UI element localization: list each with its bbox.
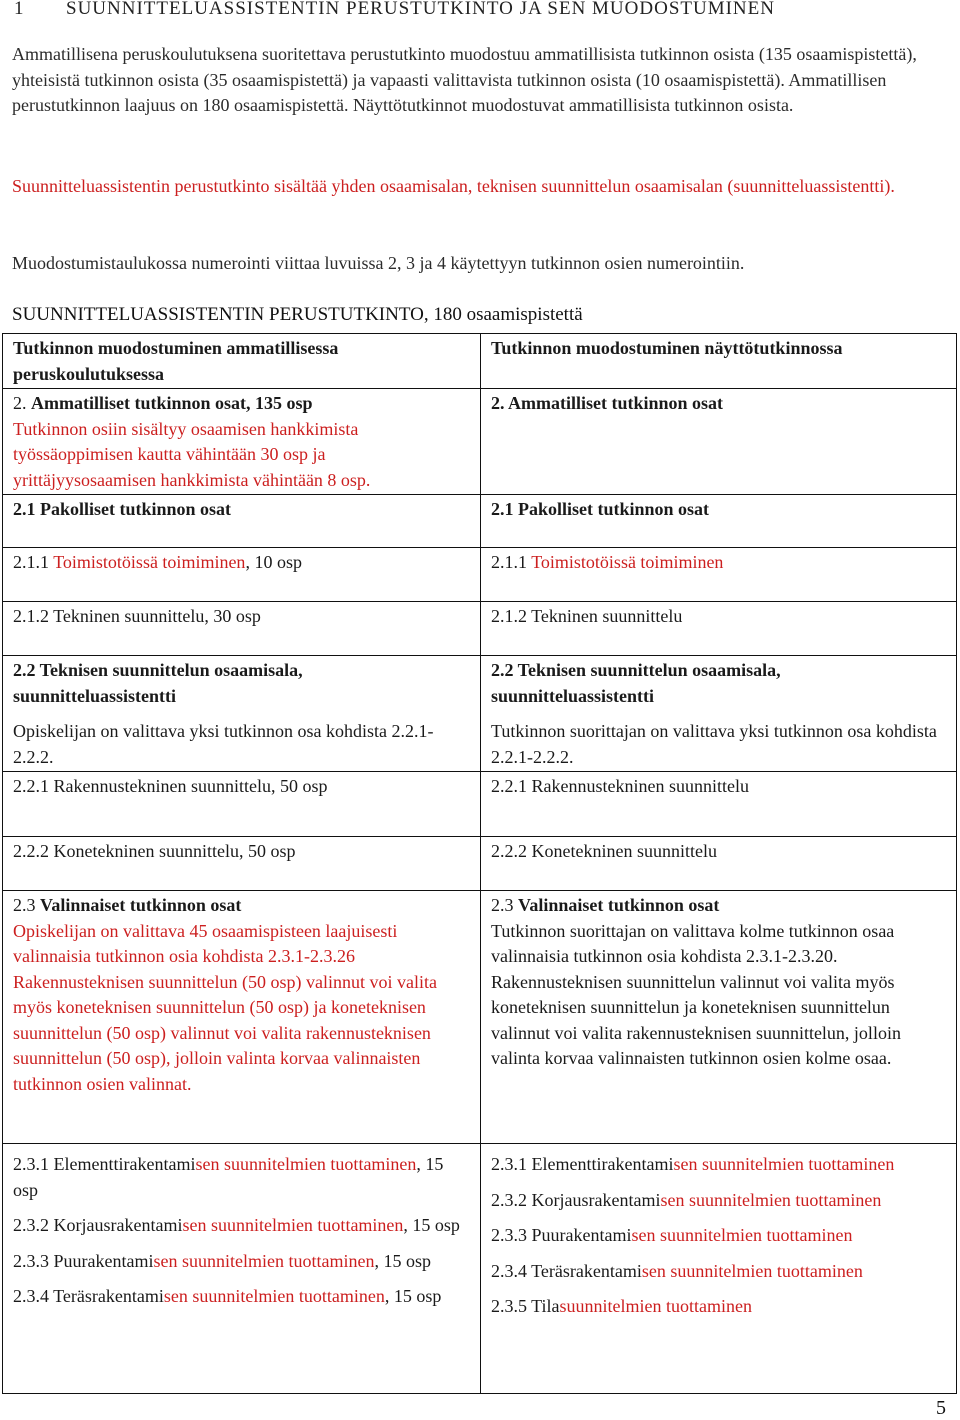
table-title: SUUNNITTELUASSISTENTIN PERUSTUTKINTO, 180 osaamispistettä (12, 304, 583, 325)
row-212-right-cell: 2.1.2 Tekninen suunnittelu (481, 602, 957, 656)
row-222-left-cell: 2.2.2 Konetekninen suunnittelu, 50 osp (3, 837, 481, 891)
row-211-left-cell (3, 548, 481, 602)
table-row (3, 548, 957, 602)
row-23-left-title: Valinnaiset tutkinnon osat (40, 895, 242, 915)
row-211-left-number: 2.1.1 (13, 552, 49, 572)
optional-left-item-number: 2.3.1 Elementtirakentami (13, 1154, 196, 1174)
optional-left-item-name: sen suunnitelmien tuottaminen (163, 1286, 385, 1306)
intro-paragraph-2: Suunnitteluassistentin perustutkinto sisältää yhden osaamisalan, teknisen suunnittelun osaamisalan (suunnitteluassistentti). (12, 176, 895, 196)
row-211-left-osp: , 10 osp (245, 552, 302, 572)
qualification-structure-table (2, 333, 957, 1394)
optional-right-cell (481, 1144, 957, 1394)
row-22-right-note: Tutkinnon suorittajan on valittava yksi tutkinnon osa kohdista 2.2.1-2.2.2. (491, 721, 937, 767)
intro-paragraph-3: Muodostumistaulukossa numerointi viittaa luvuissa 2, 3 ja 4 käytettyyn tutkinnon osien numerointiin. (12, 253, 745, 273)
ammatilliset-title: Ammatilliset tutkinnon osat, 135 osp (31, 393, 313, 413)
optional-right-item-number: 2.3.4 Teräsrakentami (491, 1260, 642, 1281)
optional-left-item-name: sen suunnitelmien tuottaminen (195, 1154, 417, 1174)
pakolliset-right-cell: 2.1 Pakolliset tutkinnon osat (481, 495, 957, 548)
row-22-left-cell (3, 656, 481, 772)
optional-right-item-number: 2.3.5 Tila (491, 1296, 560, 1316)
row-221-left-cell: 2.2.1 Rakennustekninen suunnittelu, 50 osp (3, 772, 481, 837)
row-22-left-title: 2.2 Teknisen suunnittelun osaamisala, suunnitteluassistentti (13, 660, 303, 706)
chapter-heading (0, 0, 960, 22)
optional-right-item (491, 1178, 946, 1214)
row-212-left-cell: 2.1.2 Tekninen suunnittelu, 30 osp (3, 602, 481, 656)
optional-left-cell (3, 1144, 481, 1394)
optional-left-item-name: sen suunnitelmien tuottaminen (182, 1215, 404, 1235)
row-22-right-cell (481, 656, 957, 772)
table-row (3, 891, 957, 1144)
row-23-left-number: 2.3 (13, 895, 36, 915)
chapter-number: 1 (14, 0, 25, 19)
optional-right-item-name: sen suunnitelmien tuottaminen (641, 1260, 863, 1281)
optional-right-item-name: sen suunnitelmien tuottaminen (673, 1154, 895, 1174)
header-right-cell: Tutkinnon muodostuminen näyttötutkinnossa (481, 334, 957, 389)
ammatilliset-note: Tutkinnon osiin sisältyy osaamisen hankkimista työssäoppimisen kautta vähintään 30 osp ja yrittäjyysosaamisen hankkimista vähintään 8 osp. (13, 418, 371, 490)
table-row (3, 656, 957, 772)
optional-left-item-osp: , 15 osp (403, 1215, 460, 1235)
ammatilliset-right-cell: 2. Ammatilliset tutkinnon osat (481, 389, 957, 495)
page-number: 5 (936, 1397, 946, 1419)
row-23-right-note: Tutkinnon suorittajan on valittava kolme tutkinnon osaa valinnaisia tutkinnon osia kohdista 2.3.1-2.3.20. Rakennusteknisen suunnittelun valinnut voi valita myös koneteknisen suunnittelun ja koneteknisen suunnittelun valinnut voi valita rakennusteknisen suunnittelun, jolloin valinta korvaa valinnaisten tutkinnon osien kolme osaa. (491, 920, 901, 1068)
optional-left-item (13, 1146, 470, 1203)
table-row (3, 1144, 957, 1394)
pakolliset-left-cell: 2.1 Pakolliset tutkinnon osat (3, 495, 481, 548)
optional-left-item-number: 2.3.4 Teräsrakentami (13, 1286, 164, 1306)
optional-right-item-name: sen suunnitelmien tuottaminen (631, 1225, 853, 1245)
header-left-cell: Tutkinnon muodostuminen ammatillisessa peruskoulutuksessa (3, 334, 481, 389)
optional-right-item (491, 1249, 946, 1285)
optional-left-item-osp: , 15 osp (13, 1154, 444, 1200)
optional-left-item-number: 2.3.2 Korjausrakentami (13, 1215, 183, 1235)
row-221-right-cell: 2.2.1 Rakennustekninen suunnittelu (481, 772, 957, 837)
row-211-left-name: Toimistotöissä toimiminen (53, 552, 246, 572)
row-23-left-note: Opiskelijan on valittava 45 osaamispisteen laajuisesti valinnaisia tutkinnon osia kohdista 2.3.1-2.3.26 Rakennusteknisen suunnittelun (50 osp) valinnut voi valita myös koneteknisen suunnittelun (50 osp) ja koneteknisen suunnittelun (50 osp) valinnut voi valita rakennusteknisen suunnittelun (50 osp), jolloin valinta korvaa valinnaisten tutkinnon osien valinnat. (13, 920, 437, 1094)
row-23-left-cell (3, 891, 481, 1144)
optional-left-item-osp: , 15 osp (384, 1286, 442, 1306)
ammatilliset-left-cell (3, 389, 481, 495)
row-211-right-number: 2.1.1 (491, 552, 527, 572)
optional-right-item-name: sen suunnitelmien tuottaminen (660, 1189, 882, 1210)
row-22-left-note: Opiskelijan on valittava yksi tutkinnon osa kohdista 2.2.1-2.2.2. (13, 721, 434, 767)
row-211-right-name: Toimistotöissä toimiminen (531, 552, 724, 572)
row-23-right-cell (481, 891, 957, 1144)
row-23-right-title: Valinnaiset tutkinnon osat (518, 895, 720, 915)
optional-left-item-number: 2.3.3 Puurakentami (13, 1250, 154, 1271)
optional-left-item (13, 1239, 470, 1275)
ammatilliset-number: 2. (13, 393, 27, 413)
optional-left-item (13, 1274, 470, 1310)
table-row (3, 602, 957, 656)
table-row (3, 495, 957, 548)
table-row (3, 389, 957, 495)
chapter-title: SUUNNITTELUASSISTENTIN PERUSTUTKINTO JA SEN MUODOSTUMINEN (66, 0, 775, 19)
row-23-right-number: 2.3 (491, 895, 514, 915)
row-222-right-cell: 2.2.2 Konetekninen suunnittelu (481, 837, 957, 891)
table-header-row (3, 334, 957, 389)
optional-right-item-name: suunnitelmien tuottaminen (559, 1296, 753, 1316)
optional-right-item-number: 2.3.2 Korjausrakentami (491, 1189, 661, 1210)
row-22-right-title: 2.2 Teknisen suunnittelun osaamisala, suunnitteluassistentti (491, 660, 781, 706)
optional-left-item (13, 1203, 470, 1239)
table-row (3, 772, 957, 837)
optional-right-item (491, 1146, 946, 1178)
optional-right-item (491, 1284, 946, 1320)
intro-paragraph-1: Ammatillisena peruskoulutuksena suoritettava perustutkinto muodostuu ammatillisista tutkinnon osista (135 osaamispistettä), yhteisistä tutkinnon osista (35 osaamispistettä) ja vapaasti valittavista tutkinnon osista (10 osaamispistettä). Ammatillisen perustutkinnon laajuus on 180 osaamispistettä. Näyttötutkinnot muodostuvat ammatillisista tutkinnon osista. (12, 44, 917, 115)
optional-right-item-number: 2.3.1 Elementtirakentami (491, 1154, 674, 1174)
optional-right-item (491, 1213, 946, 1249)
optional-left-item-osp: , 15 osp (374, 1250, 431, 1271)
row-211-right-cell (481, 548, 957, 602)
optional-left-item-name: sen suunnitelmien tuottaminen (153, 1250, 375, 1271)
table-row (3, 837, 957, 891)
optional-right-item-number: 2.3.3 Puurakentami (491, 1225, 632, 1245)
